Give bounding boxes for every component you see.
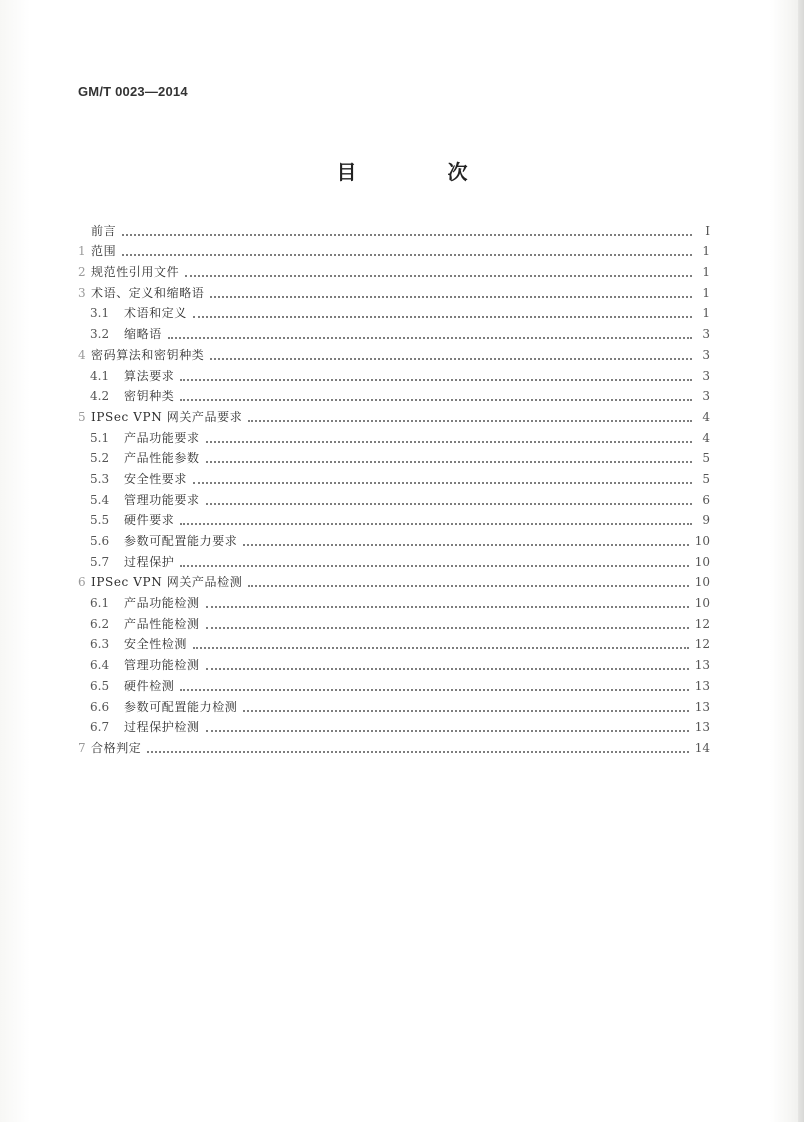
toc-entry [78,508,710,529]
toc-entry [78,632,710,653]
toc-entry-number: 5 [78,409,86,424]
toc-entry-page: 4 [702,409,710,424]
toc-entry-number: 5.3 [90,471,110,486]
toc-entry [78,321,710,342]
toc-entry [78,301,710,322]
toc-entry-page: 13 [694,720,710,735]
toc-entry-label: IPSec VPN 网关产品要求 [91,409,243,424]
toc-entry-label: 硬件检测 [124,678,175,693]
toc-entry-label: 规范性引用文件 [91,265,180,280]
toc-entry-page: 3 [702,327,710,342]
toc-entry-number: 3 [78,285,86,300]
toc-entry-number: 5.5 [90,513,110,528]
toc-entry-label: 安全性要求 [124,471,188,486]
toc-entry-page: 13 [694,678,710,693]
toc-entry-label: 术语和定义 [124,306,188,321]
toc-dot-leader [185,274,692,277]
toc-entry-page: 13 [694,699,710,714]
toc-entry [78,611,710,632]
toc-entry-number: 5.6 [90,534,110,548]
toc-entry-label: 范围 [91,244,117,259]
toc-entry-number: 5.4 [90,492,110,507]
toc-entry [78,218,710,239]
toc-entry [78,466,710,487]
toc-dot-leader [210,295,692,298]
toc-entry-number: 3.1 [90,306,110,321]
toc-dot-leader [206,667,689,670]
toc-entry-number: 4.1 [90,368,110,383]
toc-entry-number: 2 [78,265,86,280]
toc-entry [78,652,710,673]
toc-entry [78,363,710,384]
toc-entry-label: 缩略语 [124,327,162,342]
toc-entry-number: 6.1 [90,596,110,611]
toc-dot-leader [193,481,692,484]
toc-entry [78,487,710,508]
toc-dot-leader [210,357,692,360]
toc-entry [78,239,710,260]
toc-entry-label: 硬件要求 [124,513,175,528]
toc-entry-number: 6.2 [90,616,110,631]
toc-dot-leader [243,709,688,712]
toc-entry-page: I [705,223,710,238]
toc-entry [78,528,710,549]
toc-entry-label: 合格判定 [91,740,142,755]
toc-dot-leader [122,233,692,236]
toc-dot-leader [168,336,692,339]
toc-entry-number: 6.5 [90,678,110,693]
toc-entry [78,259,710,280]
toc-entry-page: 4 [702,430,710,445]
toc-entry-page: 10 [694,596,710,611]
toc-entry-label: 安全性检测 [124,637,188,652]
toc-entry-label: 术语、定义和缩略语 [91,285,205,300]
toc-title: 目 次 [336,160,510,184]
toc-entry-page: 1 [702,285,710,300]
toc-entry-page: 1 [702,265,710,280]
toc-dot-leader [206,605,689,608]
toc-dot-leader [248,584,688,587]
toc-entry-label: 管理功能要求 [124,492,200,507]
toc-entry-label: 算法要求 [124,368,175,383]
toc-entry-label: 参数可配置能力检测 [124,699,238,714]
toc-entry-number: 3.2 [90,327,110,342]
toc-entry-page: 6 [702,492,710,507]
toc-entry [78,342,710,363]
toc-entry-number: 4.2 [90,389,110,404]
toc-entry-number: 6.3 [90,637,110,652]
toc-entry [78,425,710,446]
toc-entry [78,735,710,756]
toc-entry-number: 6.4 [90,658,110,673]
toc-dot-leader [180,378,692,381]
toc-entry-label: 过程保护检测 [124,720,200,735]
toc-dot-leader [206,729,689,732]
toc-entry-page: 14 [694,740,710,755]
toc-entry-number: 5.2 [90,451,110,466]
toc-entry-label: IPSec VPN 网关产品检测 [91,575,243,590]
toc-entry-number: 5.7 [90,554,110,569]
toc-dot-leader [206,440,692,443]
toc-dot-leader [206,626,689,629]
toc-entry-label: 密码算法和密钥种类 [91,347,205,362]
toc-entry-page: 10 [694,575,710,590]
toc-dot-leader [180,398,692,401]
toc-entry-label: 产品性能检测 [124,616,200,631]
toc-entry [78,694,710,715]
toc-entry-page: 1 [702,306,710,321]
toc-dot-leader [180,688,688,691]
toc-entry [78,673,710,694]
toc-entry-label: 参数可配置能力要求 [124,534,238,548]
toc-entry-page: 3 [702,389,710,404]
toc-dot-leader [248,419,692,422]
toc-entry-label: 前言 [91,223,117,238]
toc-entry [78,715,710,736]
toc-entry-label: 密钥种类 [124,389,175,404]
toc-entry-page: 3 [702,347,710,362]
toc-dot-leader [206,460,692,463]
toc-dot-leader [122,253,692,256]
toc-entry-page: 10 [694,554,710,569]
toc-entry [78,446,710,467]
toc-entry-page: 12 [694,616,710,631]
toc-entry-page: 13 [694,658,710,673]
toc-entry [78,280,710,301]
toc-entry-label: 产品功能检测 [124,596,200,611]
toc-entry-page: 3 [702,368,710,383]
toc-entry [78,570,710,591]
toc-entry-label: 产品性能参数 [124,451,200,466]
toc-dot-leader [180,522,692,525]
toc-entry-label: 产品功能要求 [124,430,200,445]
standard-code: GM/T 0023—2014 [78,84,188,99]
toc-entry-number: 6 [78,575,86,590]
toc-entry-number: 6.6 [90,699,110,714]
toc-entry-label: 管理功能检测 [124,658,200,673]
toc-dot-leader [193,315,692,318]
toc-entry-page: 10 [694,534,710,548]
toc-entry-number: 6.7 [90,720,110,735]
toc-entry-page: 1 [702,244,710,259]
toc-entry [78,549,710,570]
toc-dot-leader [206,502,692,505]
toc-entry-number: 1 [78,244,86,259]
toc-dot-leader [147,750,688,753]
toc-entry [78,384,710,405]
table-of-contents [78,218,710,756]
toc-entry-number: 4 [78,347,86,362]
toc-entry [78,404,710,425]
toc-entry-label: 过程保护 [124,554,175,569]
toc-entry-page: 12 [694,637,710,652]
toc-entry [78,590,710,611]
toc-entry-page: 9 [702,513,710,528]
toc-dot-leader [243,543,688,546]
toc-dot-leader [193,646,689,649]
toc-entry-page: 5 [702,471,710,486]
toc-entry-page: 5 [702,451,710,466]
toc-dot-leader [180,564,688,567]
toc-entry-number: 7 [78,740,86,755]
toc-entry-number: 5.1 [90,430,110,445]
